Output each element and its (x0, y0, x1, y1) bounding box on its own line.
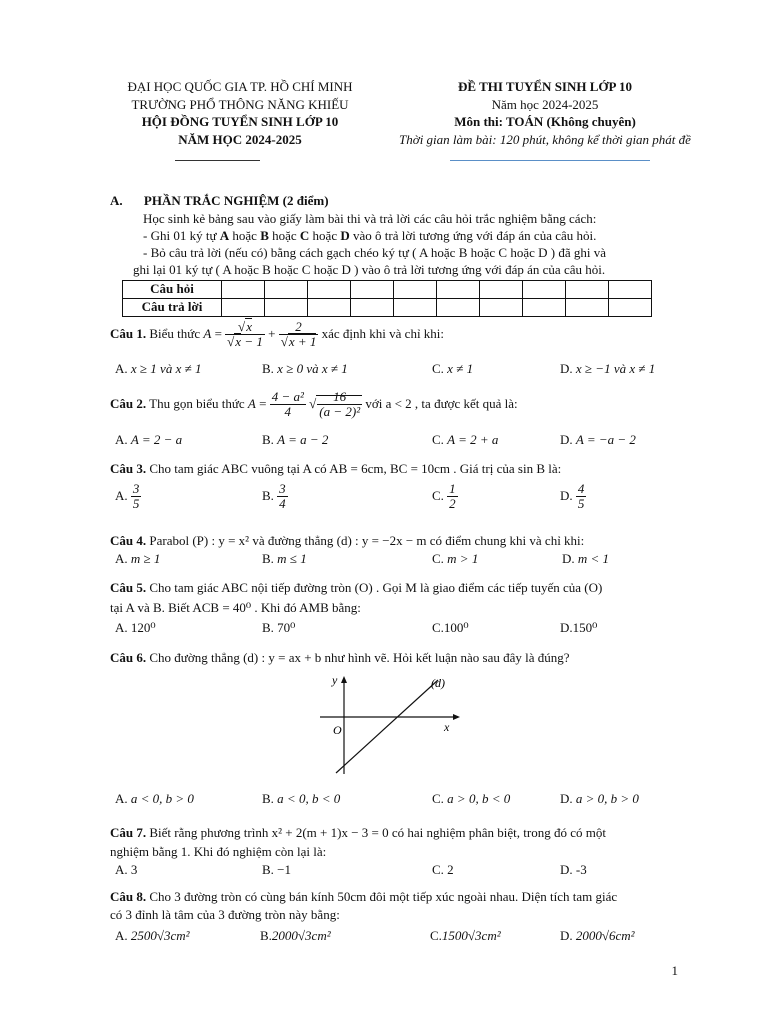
section-heading (110, 193, 329, 210)
q3-option-a: A. $\frac{3}{5}$ (115, 481, 140, 512)
y-axis-arrow (341, 676, 347, 683)
origin-label: O (333, 723, 342, 737)
question-5-cont: tại A và B. Biết ACB = 40⁰ . Khi đó AMB bằng: (110, 600, 361, 615)
q7-option-c: C. 2 (432, 862, 454, 877)
q7-option-b: B. −1 (262, 862, 292, 877)
y-axis-label: y (332, 673, 338, 687)
header-right-rule (450, 160, 650, 161)
q5-option-a: A. 120⁰ (115, 620, 156, 635)
q7-option-d: D. -3 (560, 862, 587, 877)
question-7-cont: nghiệm bằng 1. Khi đó nghiệm còn lại là: (110, 844, 327, 859)
exam-time: Thời gian làm bài: 120 phút, không kể thời gian phát đề (399, 131, 691, 147)
q6-option-b: B. a < 0, b < 0 (262, 791, 341, 806)
section-letter: A. (110, 193, 123, 208)
question-6: Câu 6. Cho đường thẳng (d) : y = ax + b như hình vẽ. Hỏi kết luận nào sau đây là đúng? (110, 650, 570, 665)
table-label-question: Câu hỏi (123, 281, 222, 299)
university-name: ĐẠI HỌC QUỐC GIA TP. HỒ CHÍ MINH (127, 79, 353, 94)
exam-title: ĐỀ THI TUYỂN SINH LỚP 10 (458, 79, 632, 94)
council-name: HỘI ĐỒNG TUYỂN SINH LỚP 10 (141, 114, 339, 130)
q8-option-d: D. 2000√6cm² (560, 928, 635, 943)
q6-option-c: C. a > 0, b < 0 (432, 791, 511, 806)
q1-option-d: D. x ≥ −1 và x ≠ 1 (560, 361, 656, 376)
section-title: PHẦN TRẮC NGHIỆM (2 điểm) (143, 193, 329, 208)
x-axis-label: x (444, 720, 450, 734)
table-label-answer: Câu trả lời (123, 299, 222, 317)
q6-option-d: D. a > 0, b > 0 (560, 791, 639, 806)
line-graph (310, 670, 470, 780)
q3-option-b: B. $\frac{3}{4}$ (262, 481, 286, 512)
q1-option-c: C. x ≠ 1 (432, 361, 474, 376)
q4-option-a: A. m ≥ 1 (115, 551, 161, 566)
question-2: Câu 2. Thu gọn biểu thức A = $\frac{\text{4 − a²}}{4}$ √ $\frac{16}{\text{(a − 2)²}}$ với a < 2 , ta được kết quả là: (110, 389, 518, 420)
q8-option-b: B.2000√3cm² (260, 928, 331, 943)
q3-option-d: D. $\frac{4}{5}$ (560, 481, 585, 512)
section-rule-2-cont: ghi lại 01 ký tự ( A hoặc B hoặc C hoặc D ) vào ô trả lời tương ứng với đáp án của câu hỏi. (133, 262, 606, 277)
exam-year: Năm học 2024-2025 (491, 96, 599, 112)
question-4: Câu 4. Parabol (P) : y = x² và đường thẳng (d) : y = −2x − m có điểm chung khi và chỉ khi: (110, 533, 585, 548)
x-axis-arrow (453, 714, 460, 720)
school-name: TRƯỜNG PHỔ THÔNG NĂNG KHIẾU (131, 96, 349, 112)
question-8: Câu 8. Cho 3 đường tròn có cùng bán kính 50cm đôi một tiếp xúc ngoài nhau. Diện tích tam giác (110, 889, 618, 904)
question-3: Câu 3. Cho tam giác ABC vuông tại A có AB = 6cm, BC = 10cm . Giá trị của sin B là: (110, 461, 562, 476)
answer-table-row-questions (123, 281, 652, 299)
q8-option-a: A. 2500√3cm² (115, 928, 190, 943)
line-d-label: (d) (431, 676, 445, 690)
q4-option-d: D. m < 1 (562, 551, 610, 566)
q5-option-d: D.150⁰ (560, 620, 598, 635)
header-left-rule (175, 160, 260, 161)
q3-option-c: C. $\frac{1}{2}$ (432, 481, 456, 512)
section-intro: Học sinh kẻ bảng sau vào giấy làm bài thi và trả lời các câu hỏi trắc nghiệm bằng cách: (143, 211, 597, 226)
section-rule-1: - Ghi 01 ký tự A hoặc B hoặc C hoặc D vào ô trả lời tương ứng với đáp án của câu hỏi. (143, 228, 597, 243)
q5-option-b: B. 70⁰ (262, 620, 296, 635)
q1-option-a: A. x ≥ 1 và x ≠ 1 (115, 361, 202, 376)
answer-table-row-answers (123, 299, 652, 317)
page-number: 1 (671, 963, 678, 979)
question-7: Câu 7. Biết rằng phương trình x² + 2(m + 1)x − 3 = 0 có hai nghiệm phân biệt, trong đó có một (110, 825, 606, 840)
q8-option-c: C.1500√3cm² (430, 928, 501, 943)
exam-subject: Môn thi: TOÁN (Không chuyên) (454, 114, 636, 130)
q2-option-c: C. A = 2 + a (432, 432, 499, 447)
q2-option-b: B. A = a − 2 (262, 432, 329, 447)
question-5: Câu 5. Cho tam giác ABC nội tiếp đường tròn (O) . Gọi M là giao điểm các tiếp tuyến của (O) (110, 580, 603, 595)
q6-option-a: A. a < 0, b > 0 (115, 791, 194, 806)
question-1: Câu 1. Biểu thức A = $\frac{√x}{√x - 1}$ + $\frac{2}{√x + 1}$ xác định khi và chỉ khi: (110, 319, 445, 350)
header-left (90, 78, 390, 148)
school-year: NĂM HỌC 2024-2025 (178, 131, 302, 147)
q5-option-c: C.100⁰ (432, 620, 469, 635)
q7-option-a: A. 3 (115, 862, 138, 877)
header-right (380, 78, 710, 148)
q1-option-b: B. x ≥ 0 và x ≠ 1 (262, 361, 348, 376)
q4-option-b: B. m ≤ 1 (262, 551, 307, 566)
section-rule-2: - Bỏ câu trả lời (nếu có) bằng cách gạch chéo ký tự ( A hoặc B hoặc C hoặc D ) đã ghi và (143, 245, 606, 260)
q2-option-d: D. A = −a − 2 (560, 432, 636, 447)
q2-option-a: A. A = 2 − a (115, 432, 183, 447)
answer-table (122, 280, 652, 317)
q4-option-c: C. m > 1 (432, 551, 479, 566)
question-8-cont: có 3 đỉnh là tâm của 3 đường tròn này bằng: (110, 907, 340, 922)
line-d (336, 680, 438, 773)
